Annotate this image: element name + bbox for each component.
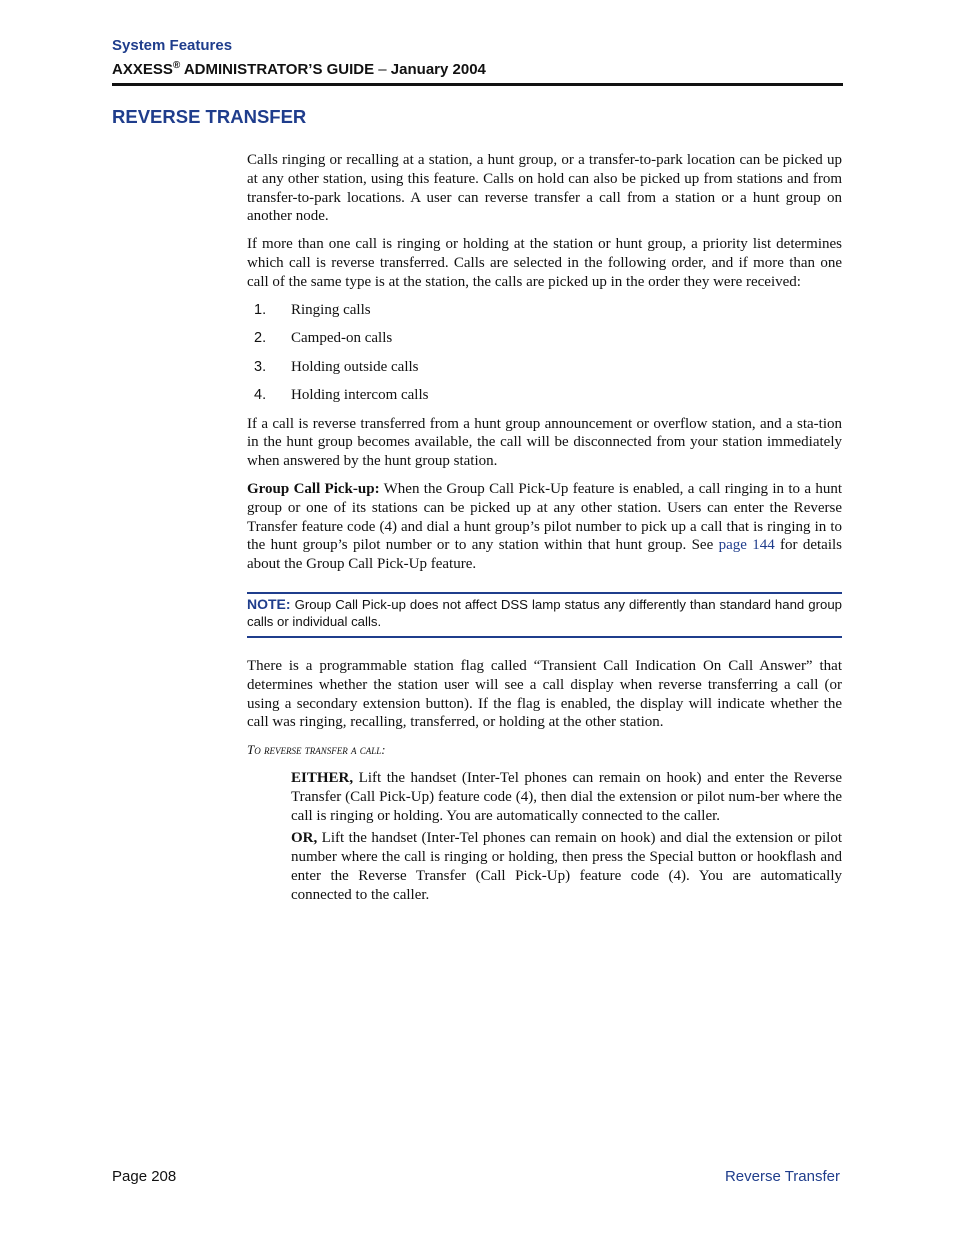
list-item: [247, 301, 842, 320]
footer-section-name: Reverse Transfer: [724, 1168, 840, 1185]
running-header-guide: [112, 60, 486, 78]
flag-paragraph: There is a programmable station flag called “Transient Call Indication On Call Answer” that determines whether the station user will see a call display when reverse transferring a call (or using a secondary extension button). If the flag is enabled, the display will indicate whether the call was ringing, recalling, transferred, or holding at the other station.: [247, 657, 842, 731]
page-144-link[interactable]: page 144: [718, 537, 775, 554]
header-rule: [112, 83, 843, 86]
list-item-number: 4.: [254, 387, 267, 404]
list-item-number: 3.: [254, 358, 267, 375]
group-pickup-tail: for details about the Group Call Pick-Up feature.: [247, 537, 842, 573]
procedure-heading: To reverse transfer a call:: [247, 742, 386, 758]
footer-page-number: Page 208: [112, 1168, 177, 1185]
list-item-number: 1.: [254, 301, 267, 318]
note-label: NOTE:: [247, 595, 291, 612]
main-content: [247, 151, 842, 909]
group-pickup-paragraph: [247, 480, 842, 574]
list-item-text: Camped-on calls: [291, 330, 393, 347]
list-item-text: Holding outside calls: [291, 358, 419, 375]
list-item: [247, 358, 842, 377]
procedure-either: [291, 769, 842, 825]
list-item-text: Holding intercom calls: [291, 387, 429, 404]
group-pickup-label: Group Call Pick-up:: [247, 480, 380, 497]
priority-paragraph: If more than one call is ringing or holding at the station or hunt group, a priority list determines which call is reverse transferred. Calls are selected in the following order, and if more than one call of the same type is at the station, the calls are picked up in the order they were received:: [247, 236, 842, 290]
or-label: OR,: [291, 830, 318, 847]
list-item-number: 2.: [254, 330, 267, 347]
list-item: [247, 329, 842, 348]
procedure-or: [291, 829, 842, 904]
guide-product: AXXESS: [112, 61, 173, 78]
intro-paragraph: Calls ringing or recalling at a station, a hunt group, or a transfer-to-park location can be picked up at any other station, using this feature. Calls on hold can also be picked up from stations and from transfer-to-park locations. A user can reverse transfer a call from a station or a hunt group on another node.: [247, 152, 842, 225]
guide-date: January 2004: [386, 61, 486, 78]
either-text: Lift the handset (Inter-Tel phones can remain on hook) and enter the Reverse Transfer (Call Pick-Up) feature code (4), then dial the extension or pilot num-ber where the call is ringing or holding. You are automatically connected to the caller.: [291, 769, 842, 824]
page-title: REVERSE TRANSFER: [112, 106, 307, 127]
group-pickup-text: When the Group Call Pick-Up feature is enabled, a call ringing in to a hunt group or one of its stations can be picked up at any other station. Users can enter the Reverse Transfer feature code (4) and dial a hunt group’s pilot number to pick up a call that is ringing in to the hunt group’s pilot number or to any station within that hunt group. See: [247, 480, 843, 554]
guide-title: ADMINISTRATOR’S GUIDE: [180, 61, 379, 78]
list-item-text: Ringing calls: [291, 301, 371, 318]
registered-mark: ®: [172, 60, 181, 71]
hunt-group-paragraph: If a call is reverse transferred from a hunt group announcement or overflow station, and a sta-tion in the hunt group becomes available, the call will be disconnected from your station immediately when answered by the hunt group station.: [247, 415, 842, 470]
note-box: [247, 592, 842, 638]
list-item: [247, 386, 842, 405]
priority-list: [247, 301, 842, 406]
or-text: Lift the handset (Inter-Tel phones can remain on hook) and dial the extension or pilot number where the call is ringing or holding, then press the Special button or hookflash and enter the Reverse Transfer (Call Pick-Up) feature code (4). You are automatically connected to the caller.: [291, 830, 842, 903]
either-label: EITHER,: [291, 769, 354, 786]
guide-dash: –: [378, 61, 387, 78]
note-text: Group Call Pick-up does not affect DSS lamp status any differently than standard hand group calls or individual calls.: [247, 596, 842, 629]
running-header-section: System Features: [112, 37, 233, 54]
